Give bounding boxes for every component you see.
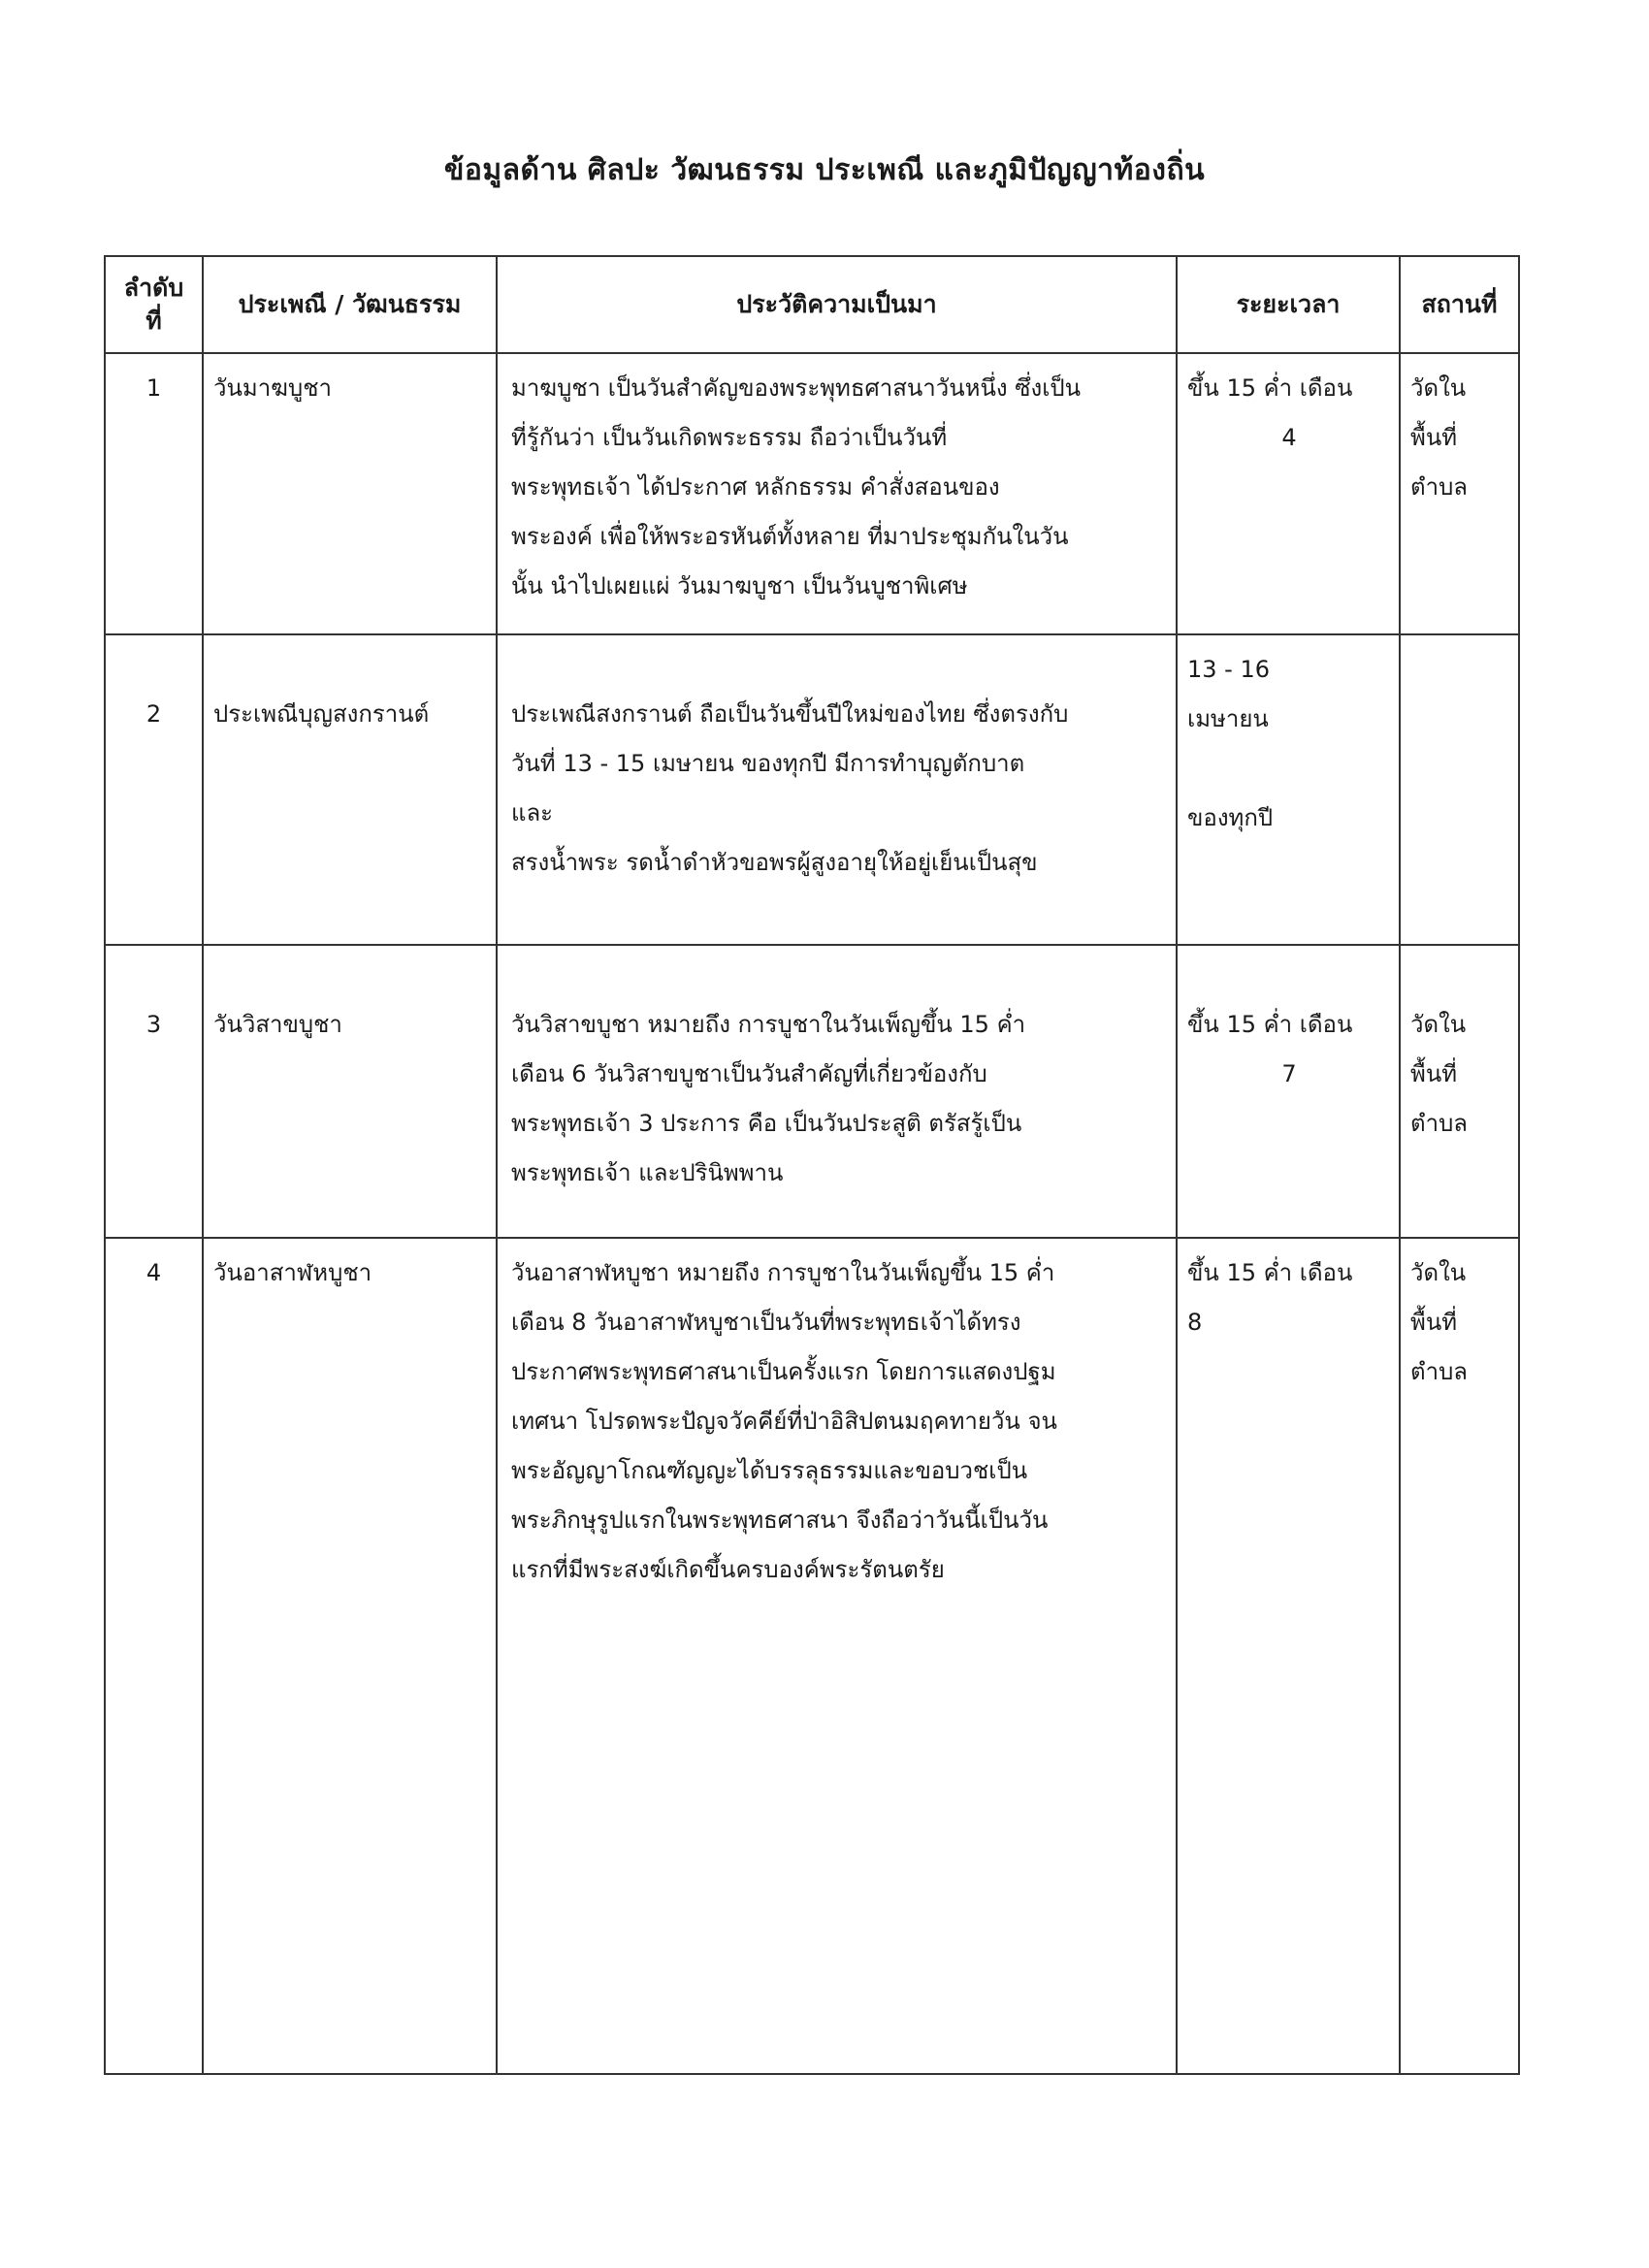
place-line: วัดใน bbox=[1410, 374, 1467, 402]
header-name: ประเพณี / วัฒนธรรม bbox=[203, 256, 497, 353]
period-line: ขึ้น 15 ค่ำ เดือน bbox=[1187, 1011, 1353, 1038]
period-spacer bbox=[1187, 744, 1391, 794]
tradition-name: วันมาฆบูชา bbox=[213, 374, 332, 402]
tradition-name: ประเพณีบุญสงกรานต์ bbox=[213, 700, 430, 728]
place-cell bbox=[1400, 353, 1519, 634]
history-line: พระพุทธเจ้า และปรินิพพาน bbox=[511, 1159, 784, 1186]
row-number: 4 bbox=[146, 1259, 162, 1286]
history-line: วันอาสาฬหบูชา หมายถึง การบูชาในวันเพ็ญขึ้น 15 ค่ำ bbox=[511, 1259, 1055, 1286]
row-number-cell bbox=[105, 634, 203, 945]
place-line: วัดใน bbox=[1410, 1011, 1467, 1038]
history-line: และ bbox=[511, 799, 554, 826]
header-period: ระยะเวลา bbox=[1177, 256, 1400, 353]
header-place: สถานที่ bbox=[1400, 256, 1519, 353]
tradition-name-cell bbox=[203, 634, 497, 945]
row-number: 2 bbox=[146, 700, 162, 728]
row-number-cell bbox=[105, 1238, 203, 2074]
history-cell bbox=[497, 945, 1177, 1238]
period-line: 8 bbox=[1187, 1309, 1203, 1336]
table-header-row bbox=[105, 256, 1519, 353]
place-cell bbox=[1400, 1238, 1519, 2074]
row-number: 1 bbox=[146, 374, 162, 402]
history-line: พระอัญญาโกณฑัญญะได้บรรลุธรรมและขอบวชเป็น bbox=[511, 1457, 1028, 1484]
document-title: ข้อมูลด้าน ศิลปะ วัฒนธรรม ประเพณี และภูมิปัญญาท้องถิ่น bbox=[443, 153, 1206, 187]
header-no bbox=[105, 256, 203, 353]
history-line: เดือน 8 วันอาสาฬหบูชาเป็นวันที่พระพุทธเจ้าได้ทรง bbox=[511, 1309, 1021, 1336]
history-line: เดือน 6 วันวิสาขบูชาเป็นวันสำคัญที่เกี่ยวข้องกับ bbox=[511, 1060, 987, 1087]
period-cell bbox=[1177, 353, 1400, 634]
history-line: เทศนา โปรดพระปัญจวัคคีย์ที่ป่าอิสิปตนมฤคทายวัน จน bbox=[511, 1408, 1057, 1435]
table-row bbox=[105, 634, 1519, 945]
history-cell bbox=[497, 634, 1177, 945]
period-line: 13 - 16 bbox=[1187, 656, 1270, 683]
row-number: 3 bbox=[146, 1011, 162, 1038]
history-line: มาฆบูชา เป็นวันสำคัญของพระพุทธศาสนาวันหนึ่ง ซึ่งเป็น bbox=[511, 374, 1082, 402]
history-line: พระองค์ เพื่อให้พระอรหันต์ทั้งหลาย ที่มาประชุมกันในวัน bbox=[511, 523, 1069, 550]
row-number-cell bbox=[105, 945, 203, 1238]
history-line: พระภิกษุรูปแรกในพระพุทธศาสนา จึงถือว่าวันนี้เป็นวัน bbox=[511, 1507, 1049, 1534]
place-cell bbox=[1400, 634, 1519, 945]
tradition-name: วันอาสาฬหบูชา bbox=[213, 1259, 372, 1286]
table-row bbox=[105, 353, 1519, 634]
period-cell bbox=[1177, 1238, 1400, 2074]
period-line: 4 bbox=[1281, 424, 1297, 451]
period-line: ขึ้น 15 ค่ำ เดือน bbox=[1187, 374, 1353, 402]
period-line: 7 bbox=[1281, 1060, 1297, 1087]
history-line: ประเพณีสงกรานต์ ถือเป็นวันขึ้นปีใหม่ของไทย ซึ่งตรงกับ bbox=[511, 700, 1069, 728]
history-line: พระพุทธเจ้า ได้ประกาศ หลักธรรม คำสั่งสอนของ bbox=[511, 473, 1000, 501]
history-line: ประกาศพระพุทธศาสนาเป็นครั้งแรก โดยการแสดงปฐม bbox=[511, 1358, 1056, 1385]
place-line: พื้นที่ bbox=[1410, 424, 1458, 451]
place-line: วัดใน bbox=[1410, 1259, 1467, 1286]
period-cell bbox=[1177, 634, 1400, 945]
place-line: ตำบล bbox=[1410, 473, 1469, 501]
tradition-name-cell bbox=[203, 1238, 497, 2074]
culture-table bbox=[104, 255, 1520, 2075]
history-cell bbox=[497, 353, 1177, 634]
place-line: ตำบล bbox=[1410, 1358, 1469, 1385]
table-row bbox=[105, 945, 1519, 1238]
history-line: นั้น นำไปเผยแผ่ วันมาฆบูชา เป็นวันบูชาพิเศษ bbox=[511, 572, 968, 599]
history-line: พระพุทธเจ้า 3 ประการ คือ เป็นวันประสูติ ตรัสรู้เป็น bbox=[511, 1110, 1022, 1137]
header-no-line1: ลำดับ bbox=[123, 274, 184, 302]
period-line: ของทุกปี bbox=[1187, 804, 1274, 831]
place-line: พื้นที่ bbox=[1410, 1060, 1458, 1087]
history-line: สรงน้ำพระ รดน้ำดำหัวขอพรผู้สูงอายุให้อยู่เย็นเป็นสุข bbox=[511, 849, 1038, 876]
tradition-name: วันวิสาขบูชา bbox=[213, 1011, 342, 1038]
history-line: ที่รู้กันว่า เป็นวันเกิดพระธรรม ถือว่าเป็นวันที่ bbox=[511, 424, 948, 451]
header-history: ประวัติความเป็นมา bbox=[497, 256, 1177, 353]
row-number-cell bbox=[105, 353, 203, 634]
period-line: เมษายน bbox=[1187, 705, 1269, 732]
history-cell bbox=[497, 1238, 1177, 2074]
history-line: วันที่ 13 - 15 เมษายน ของทุกปี มีการทำบุญตักบาต bbox=[511, 750, 1025, 777]
tradition-name-cell bbox=[203, 945, 497, 1238]
header-no-line2: ที่ bbox=[146, 307, 162, 335]
place-line: ตำบล bbox=[1410, 1110, 1469, 1137]
table-row bbox=[105, 1238, 1519, 2074]
period-cell bbox=[1177, 945, 1400, 1238]
period-line: ขึ้น 15 ค่ำ เดือน bbox=[1187, 1259, 1353, 1286]
history-line: แรกที่มีพระสงฆ์เกิดขึ้นครบองค์พระรัตนตรัย bbox=[511, 1556, 945, 1583]
history-line: วันวิสาขบูชา หมายถึง การบูชาในวันเพ็ญขึ้น 15 ค่ำ bbox=[511, 1011, 1026, 1038]
place-cell bbox=[1400, 945, 1519, 1238]
tradition-name-cell bbox=[203, 353, 497, 634]
place-line: พื้นที่ bbox=[1410, 1309, 1458, 1336]
